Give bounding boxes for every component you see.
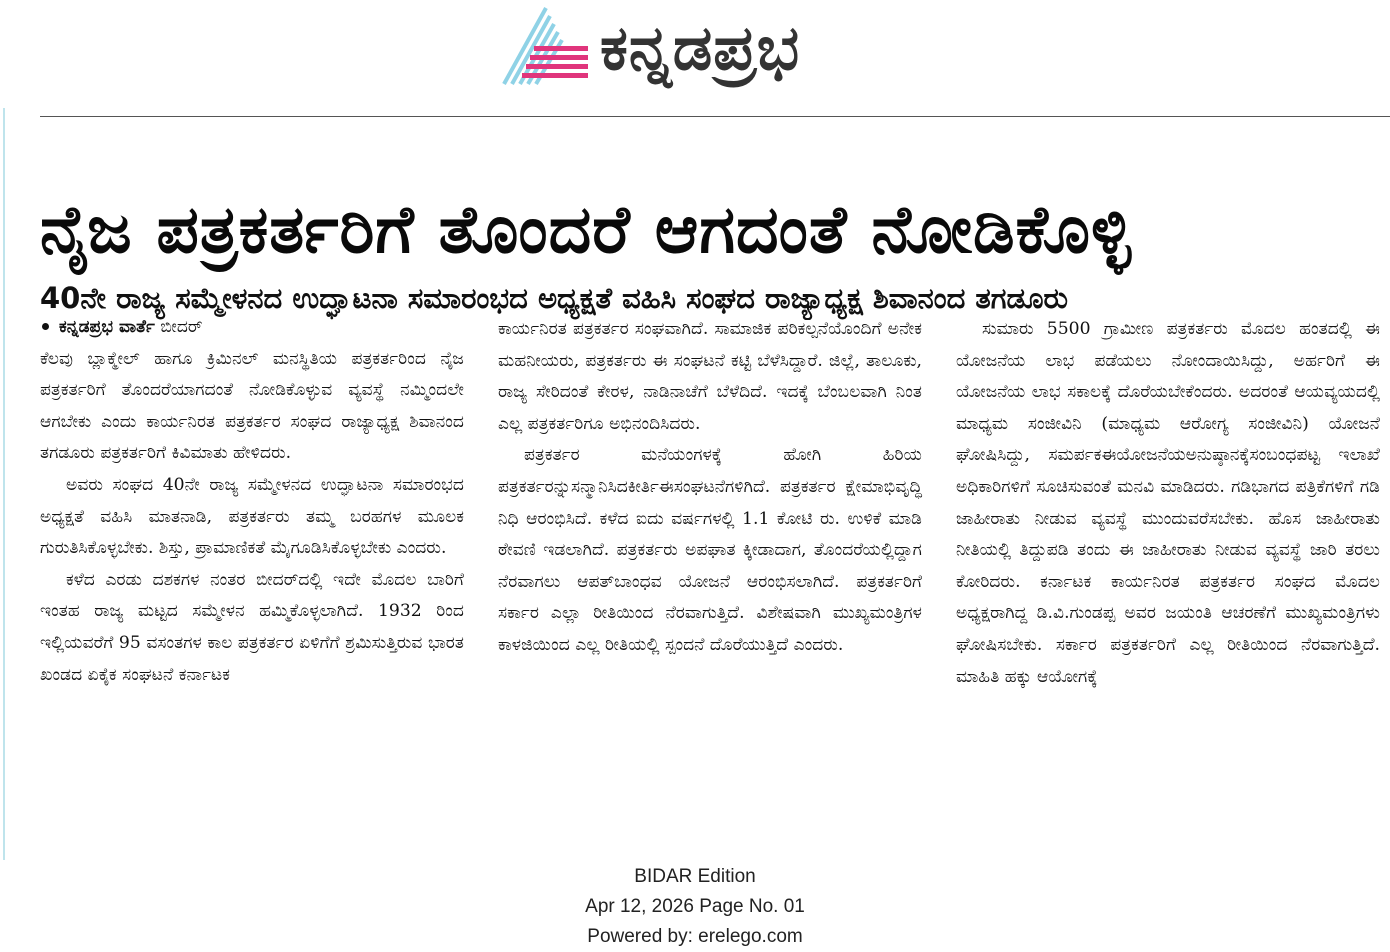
page-footer <box>0 862 1390 952</box>
byline <box>40 312 464 344</box>
powered-by-link[interactable]: Powered by: erelego.com <box>587 926 803 947</box>
article-column-1 <box>40 312 464 691</box>
left-margin-rule <box>3 108 5 860</box>
article-column-2 <box>498 314 922 662</box>
paragraph: ಪತ್ರಕರ್ತರ ಮನೆಯಂಗಳಕ್ಕೆ ಹೋಗಿ ಹಿರಿಯ ಪತ್ರಕರ್ತರನ್ನುಸನ್ಮಾನಿಸಿದಕೀರ್ತಿಈಸಂಘಟನೆಗಳಿಗಿದೆ. ಪತ್ರಕರ್ತರ ಕ್ಷೇಮಾಭಿವೃದ್ಧಿ ನಿಧಿ ಆರಂಭಿಸಿದೆ. ಕಳೆದ ಐದು ವರ್ಷಗಳಲ್ಲಿ 1.1 ಕೋಟಿ ರು. ಉಳಿಕೆ ಮಾಡಿ ಠೇವಣಿ ಇಡಲಾಗಿದೆ. ಪತ್ರಕರ್ತರು ಅಪಘಾತ ಕ್ಕೀಡಾದಾಗ, ತೊಂದರೆಯಲ್ಲಿದ್ದಾಗ ನೆರವಾಗಲು ಆಪತ್‌ಬಾಂಧವ ಯೋಜನೆ ಆರಂಭಿಸಲಾಗಿದೆ. ಪತ್ರಕರ್ತರಿಗೆ ಸರ್ಕಾರ ಎಲ್ಲಾ ರೀತಿಯಿಂದ ನೆರವಾಗುತ್ತಿದೆ. ವಿಶೇಷವಾಗಿ ಮುಖ್ಯಮಂತ್ರಿಗಳ ಕಾಳಜಿಯಿಂದ ಎಲ್ಲ ರೀತಿಯಲ್ಲಿ ಸ್ಪಂದನೆ ದೊರೆಯುತ್ತಿದೆ ಎಂದರು. <box>498 445 922 655</box>
paragraph: ಕಾರ್ಯನಿರತ ಪತ್ರಕರ್ತರ ಸಂಘವಾಗಿದೆ. ಸಾಮಾಜಿಕ ಪರಿಕಲ್ಪನೆಯೊಂದಿಗೆ ಅನೇಕ ಮಹನೀಯರು, ಪತ್ರಕರ್ತರು ಈ ಸಂಘಟನೆ ಕಟ್ಟಿ ಬೆಳೆಸಿದ್ದಾರೆ. ಜಿಲ್ಲೆ, ತಾಲೂಕು, ರಾಜ್ಯ ಸೇರಿದಂತೆ ಕೇರಳ, ನಾಡಿನಾಚೆಗೆ ಬೆಳೆದಿದೆ. ಇದಕ್ಕೆ ಬೆಂಬಲವಾಗಿ ನಿಂತ ಎಲ್ಲ ಪತ್ರಕರ್ತರಿಗೂ ಅಭಿನಂದಿಸಿದರು. <box>498 319 922 434</box>
masthead-divider <box>40 116 1390 117</box>
paragraph: ಅವರು ಸಂಘದ 40ನೇ ರಾಜ್ಯ ಸಮ್ಮೇಳನದ ಉದ್ಘಾಟನಾ ಸಮಾರಂಭದ ಅಧ್ಯಕ್ಷತೆ ವಹಿಸಿ ಮಾತನಾಡಿ, ಪತ್ರಕರ್ತರು ತಮ್ಮ ಬರಹಗಳ ಮೂಲಕ ಗುರುತಿಸಿಕೊಳ್ಳಬೇಕು. ಶಿಸ್ತು, ಪ್ರಾಮಾಣಿಕತೆ ಮೈಗೂಡಿಸಿಕೊಳ್ಳಬೇಕು ಎಂದರು. <box>40 474 464 559</box>
byline-source: ಕನ್ನಡಪ್ರಭ ವಾರ್ತೆ <box>59 317 155 337</box>
byline-place: ಬೀದರ್ <box>160 317 203 337</box>
kannadaprabha-logo-icon <box>500 4 592 86</box>
edition-label: BIDAR Edition <box>634 866 756 887</box>
article-column-3 <box>956 314 1380 693</box>
article-subheadline: 40ನೇ ರಾಜ್ಯ ಸಮ್ಮೇಳನದ ಉದ್ಘಾಟನಾ ಸಮಾರಂಭದ ಅಧ್ಯಕ್ಷತೆ ವಹಿಸಿ ಸಂಘದ ರಾಜ್ಯಾಧ್ಯಕ್ಷ ಶಿವಾನಂದ ತಗಡೂರು <box>40 281 1069 316</box>
paragraph: ಕಳೆದ ಎರಡು ದಶಕಗಳ ನಂತರ ಬೀದರ್‌ದಲ್ಲಿ ಇದೇ ಮೊದಲ ಬಾರಿಗೆ ಇಂತಹ ರಾಜ್ಯ ಮಟ್ಟದ ಸಮ್ಮೇಳನ ಹಮ್ಮಿಕೊಳ್ಳಲಾಗಿದೆ. 1932 ರಿಂದ ಇಲ್ಲಿಯವರೆಗೆ 95 ವಸಂತಗಳ ಕಾಲ ಪತ್ರಕರ್ತರ ಏಳಿಗೆಗೆ ಶ್ರಮಿಸುತ್ತಿರುವ ಭಾರತ ಖಂಡದ ಏಕೈಕ ಸಂಘಟನೆ ಕರ್ನಾಟಕ <box>40 569 464 685</box>
masthead <box>0 0 1390 112</box>
paragraph: ಕೆಲವು ಬ್ಲಾಕ್ಮೇಲ್ ಹಾಗೂ ಕ್ರಿಮಿನಲ್ ಮನಸ್ಥಿತಿಯ ಪತ್ರಕರ್ತರಿಂದ ನೈಜ ಪತ್ರಕರ್ತರಿಗೆ ತೊಂದರೆಯಾಗದಂತೆ ನೋಡಿಕೊಳ್ಳುವ ವ್ಯವಸ್ಥೆ ನಮ್ಮಿಂದಲೇ ಆಗಬೇಕು ಎಂದು ಕಾರ್ಯನಿರತ ಪತ್ರಕರ್ತರ ಸಂಘದ ರಾಜ್ಯಾಧ್ಯಕ್ಷ ಶಿವಾನಂದ ತಗಡೂರು ಪತ್ರಕರ್ತರಿಗೆ ಕಿವಿಮಾತು ಹೇಳಿದರು. <box>40 348 464 464</box>
masthead-logo-text: ಕನ್ನಡಪ್ರಭ <box>600 11 801 84</box>
bullet-icon <box>42 323 49 330</box>
article-headline: ನೈಜ ಪತ್ರಕರ್ತರಿಗೆ ತೊಂದರೆ ಆಗದಂತೆ ನೋಡಿಕೊಳ್ಳಿ <box>40 191 1133 269</box>
paragraph: ಸುಮಾರು 5500 ಗ್ರಾಮೀಣ ಪತ್ರಕರ್ತರು ಮೊದಲ ಹಂತದಲ್ಲಿ ಈ ಯೋಜನೆಯ ಲಾಭ ಪಡೆಯಲು ನೋಂದಾಯಿಸಿದ್ದು, ಅರ್ಹರಿಗೆ ಈ ಯೋಜನೆಯ ಲಾಭ ಸಕಾಲಕ್ಕೆ ದೊರೆಯಬೇಕೆಂದರು. ಅದರಂತೆ ಆಯವ್ಯಯದಲ್ಲಿ ಮಾಧ್ಯಮ ಸಂಜೀವಿನಿ (ಮಾಧ್ಯಮ ಆರೋಗ್ಯ ಸಂಜೀವಿನಿ) ಯೋಜನೆ ಘೋಷಿಸಿದ್ದು, ಸಮರ್ಪಕಈಯೋಜನೆಯಅನುಷ್ಠಾನಕ್ಕೆಸಂಬಂಧಪಟ್ಟ ಇಲಾಖೆ ಅಧಿಕಾರಿಗಳಿಗೆ ಸೂಚಿಸುವಂತೆ ಮನವಿ ಮಾಡಿದರು. ಗಡಿಭಾಗದ ಪತ್ರಿಕೆಗಳಿಗೆ ಗಡಿ ಜಾಹೀರಾತು ನೀಡುವ ವ್ಯವಸ್ಥೆ ಮುಂದುವರೆಸಬೇಕು. ಹೊಸ ಜಾಹೀರಾತು ನೀತಿಯಲ್ಲಿ ತಿದ್ದುಪಡಿ ತಂದು ಈ ಜಾಹೀರಾತು ನೀಡುವ ವ್ಯವಸ್ಥೆ ಜಾರಿ ತರಲು ಕೋರಿದರು. ಕರ್ನಾಟಕ ಕಾರ್ಯನಿರತ ಪತ್ರಕರ್ತರ ಸಂಘದ ಮೊದಲ ಅಧ್ಯಕ್ಷರಾಗಿದ್ದ ಡಿ.ವಿ.ಗುಂಡಪ್ಪ ಅವರ ಜಯಂತಿ ಆಚರಣೆಗೆ ಮುಖ್ಯಮಂತ್ರಿಗಳು ಘೋಷಿಸಬೇಕು. ಸರ್ಕಾರ ಪತ್ರಕರ್ತರಿಗೆ ಎಲ್ಲ ರೀತಿಯಿಂದ ನೆರವಾಗುತ್ತಿದೆ. ಮಾಹಿತಿ ಹಕ್ಕು ಆಯೋಗಕ್ಕೆ <box>956 319 1380 687</box>
date-page-label: Apr 12, 2026 Page No. 01 <box>585 896 805 917</box>
